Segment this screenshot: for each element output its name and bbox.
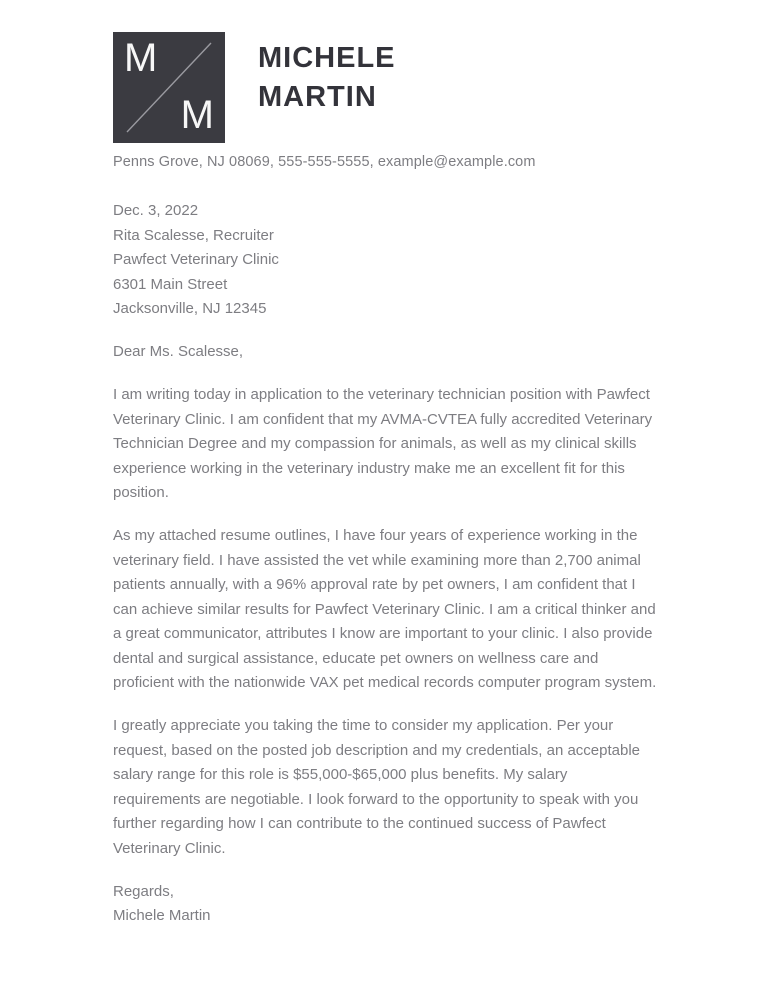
monogram-logo xyxy=(113,32,225,143)
closing: Regards, xyxy=(113,882,174,900)
recipient-street: 6301 Main Street xyxy=(113,275,228,293)
recipient-name: Rita Scalesse, Recruiter xyxy=(113,226,274,244)
monogram-initial-top: M xyxy=(124,36,158,80)
monogram-initial-bottom: M xyxy=(180,93,214,137)
signature-block xyxy=(113,880,658,929)
paragraph-2: As my attached resume outlines, I have four years of experience working in the veterinary field. I have assisted the vet while examining more than 2,700 animal patients annually, with a 96% approval rate by pet owners, I am confident that I can achieve similar results for Pawfect Veterinary Clinic. I am a critical thinker and a great communicator, attributes I know are important to your clinic. I also provide dental and surgical assistance, educate pet owners on wellness care and proficient with the nationwide VAX pet medical records computer program system. xyxy=(113,527,657,691)
paragraph-1: I am writing today in application to the veterinary technician position with Pawfect Veterinary Clinic. I am confident that my AVMA-CVTEA fully accredited Veterinary Technician Degree and my compassion for animals, as well as my clinical skills experience working in the veterinary industry make me an excellent fit for this position. xyxy=(113,386,653,501)
signature-name: Michele Martin xyxy=(113,907,211,924)
date-and-recipient-block xyxy=(113,199,658,322)
letter-header xyxy=(113,32,658,143)
contact-line: Penns Grove, NJ 08069, 555-555-5555, example@example.com xyxy=(113,154,536,170)
paragraph-3: I greatly appreciate you taking the time to consider my application. Per your request, based on the posted job description and my credentials, an acceptable salary range for this role is $55,000-$65,000 plus benefits. My salary requirements are negotiable. I look forward to the opportunity to speak with you further regarding how I can contribute to the continued success of Pawfect Veterinary Clinic. xyxy=(113,717,641,857)
letter-body xyxy=(113,199,658,929)
recipient-city: Jacksonville, NJ 12345 xyxy=(113,300,267,317)
applicant-name xyxy=(258,39,396,117)
applicant-last-name: MARTIN xyxy=(258,81,377,113)
applicant-first-name: MICHELE xyxy=(258,42,396,74)
letter-date: Dec. 3, 2022 xyxy=(113,202,199,219)
salutation: Dear Ms. Scalesse, xyxy=(113,343,244,360)
recipient-company: Pawfect Veterinary Clinic xyxy=(113,251,279,268)
